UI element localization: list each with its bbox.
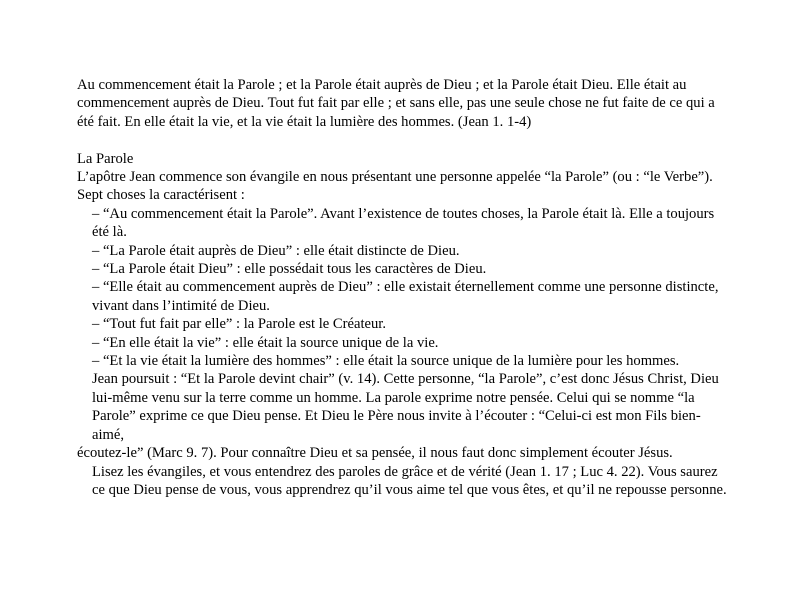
- section-heading: La Parole: [77, 150, 134, 167]
- list-item: – “Et la vie était la lumière des hommes” : elle était la source unique de la lumière pour les hommes.: [92, 353, 680, 370]
- list-item: – “Tout fut fait par elle” : la Parole est le Créateur.: [92, 316, 386, 333]
- paragraph-spacer: [77, 131, 727, 149]
- body-paragraph-1b: écoutez-le” (Marc 9. 7). Pour connaître Dieu et sa pensée, il nous faut donc simplement écouter Jésus.: [77, 445, 673, 462]
- list-item: – “Au commencement était la Parole”. Avant l’existence de toutes choses, la Parole était là. Elle a toujours été là.: [92, 205, 715, 241]
- section-lead: L’apôtre Jean commence son évangile en nous présentant une personne appelée “la Parole” (ou : “le Verbe”). Sept choses la caractérisent :: [77, 169, 713, 204]
- list-item: – “La Parole était Dieu” : elle possédait tous les caractères de Dieu.: [92, 261, 487, 278]
- list-item: – “La Parole était auprès de Dieu” : elle était distincte de Dieu.: [92, 242, 460, 259]
- document-page: [77, 76, 727, 499]
- body-paragraph-1a: Jean poursuit : “Et la Parole devint chair” (v. 14). Cette personne, “la Parole”, c’est donc Jésus Christ, Dieu lui-même venu sur la terre comme un homme. La parole exprime notre pensée. Celui qui se nomme “la Parole” exprime ce que Dieu pense. Et Dieu le Père nous invite à l’écouter : “Celui-ci est mon Fils bien-aimé,: [92, 371, 719, 443]
- body-paragraph-2: Lisez les évangiles, et vous entendrez des paroles de grâce et de vérité (Jean 1. 17 ; Luc 4. 22). Vous saurez ce que Dieu pense de vous, vous apprendrez qu’il vous aime tel que vous êtes, et qu’il ne repousse personne.: [92, 463, 727, 498]
- list-item: – “Elle était au commencement auprès de Dieu” : elle existait éternellement comme une personne distincte, vivant dans l’intimité de Dieu.: [92, 279, 719, 314]
- list-item: – “En elle était la vie” : elle était la source unique de la vie.: [92, 334, 439, 351]
- intro-verse: Au commencement était la Parole ; et la Parole était auprès de Dieu ; et la Parole était Dieu. Elle était au commencement auprès de Dieu. Tout fut fait par elle ; et sans elle, pas une seule chose ne fut faite de ce qui a été fait. En elle était la vie, et la vie était la lumière des hommes. (Jean 1. 1-4): [77, 77, 715, 130]
